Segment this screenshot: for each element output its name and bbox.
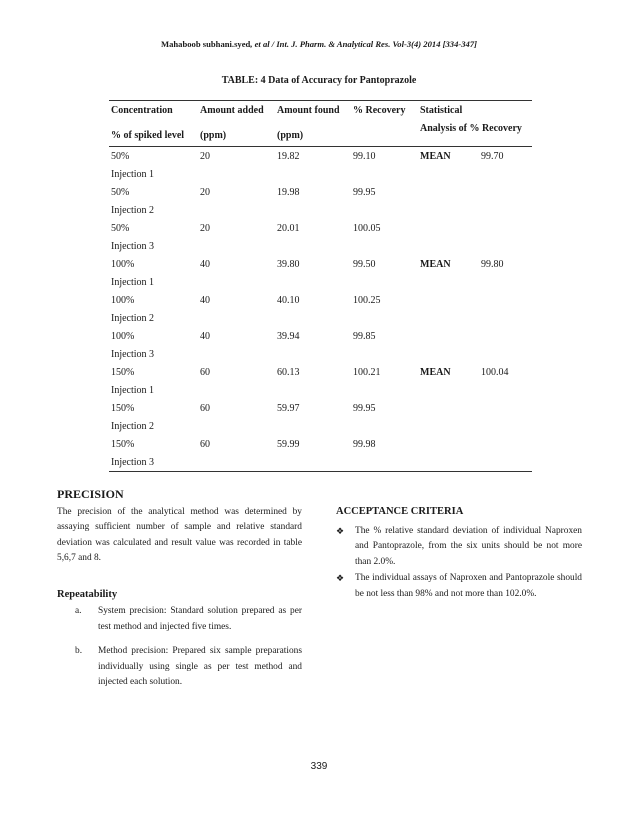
diamond-bullet-icon: ❖ <box>336 525 345 536</box>
cell-stat-label: MEAN <box>420 259 451 270</box>
cell-found: 39.80 <box>277 259 300 270</box>
list-marker: b. <box>75 646 83 656</box>
list-item <box>57 644 302 691</box>
cell-recovery: 99.98 <box>353 439 376 450</box>
table-row <box>109 219 532 255</box>
table-row <box>109 291 532 327</box>
cell-injection: Injection 1 <box>111 385 155 396</box>
header-journal: , et al / Int. J. Pharm. & Analytical Res. Vol-3(4) 2014 [334-347] <box>250 39 478 49</box>
diamond-bullet-icon: ❖ <box>336 573 345 583</box>
cell-injection: Injection 3 <box>111 457 155 468</box>
header-spiked-level: % of spiked level <box>111 130 185 141</box>
cell-added: 40 <box>200 331 210 342</box>
cell-level: 150% <box>111 439 135 450</box>
cell-recovery: 99.95 <box>353 187 376 198</box>
cell-injection: Injection 3 <box>111 241 155 252</box>
table-row <box>109 435 532 471</box>
list-item <box>336 524 582 571</box>
running-header <box>0 39 638 49</box>
cell-mean: 99.70 <box>481 151 504 162</box>
cell-level: 50% <box>111 151 130 162</box>
cell-recovery: 100.25 <box>353 295 381 306</box>
cell-added: 20 <box>200 187 210 198</box>
table-row <box>109 363 532 399</box>
cell-found: 19.98 <box>277 187 300 198</box>
cell-recovery: 99.50 <box>353 259 376 270</box>
header-author: Mahaboob subhani.syed <box>160 39 251 49</box>
cell-found: 59.99 <box>277 439 300 450</box>
list-text: The % relative standard deviation of individual Naproxen and Pantoprazole, from the six units should be not more than 2.0%. <box>355 525 582 567</box>
cell-injection: Injection 2 <box>111 421 155 432</box>
repeatability-heading: Repeatability <box>57 588 118 600</box>
cell-injection: Injection 1 <box>111 169 155 180</box>
cell-found: 40.10 <box>277 295 300 306</box>
cell-found: 59.97 <box>277 403 300 414</box>
right-column <box>336 504 582 603</box>
header-amount-added-unit: (ppm) <box>200 130 227 141</box>
acceptance-heading: ACCEPTANCE CRITERIA <box>336 506 464 517</box>
cell-stat-label: MEAN <box>420 151 451 162</box>
cell-added: 40 <box>200 259 210 270</box>
header-statistical: Statistical <box>420 105 463 116</box>
cell-level: 150% <box>111 403 135 414</box>
list-text: The individual assays of Naproxen and Pantoprazole should be not less than 98% and not more than 102.0%. <box>355 573 582 599</box>
cell-found: 39.94 <box>277 331 300 342</box>
cell-recovery: 99.10 <box>353 151 376 162</box>
list-item <box>57 604 302 635</box>
list-item <box>336 571 582 602</box>
cell-added: 60 <box>200 439 210 450</box>
header-amount-found-unit: (ppm) <box>277 130 304 141</box>
cell-recovery: 100.21 <box>353 367 381 378</box>
header-amount-found: Amount found <box>277 105 340 116</box>
cell-level: 50% <box>111 187 130 198</box>
cell-found: 20.01 <box>277 223 300 234</box>
table-header <box>109 101 532 147</box>
cell-level: 100% <box>111 259 135 270</box>
cell-added: 40 <box>200 295 210 306</box>
cell-found: 19.82 <box>277 151 300 162</box>
table-row <box>109 399 532 435</box>
cell-recovery: 99.95 <box>353 403 376 414</box>
list-text: Method precision: Prepared six sample preparations individually using single as per test method and injected each solution. <box>98 646 302 687</box>
list-text: System precision: Standard solution prepared as per test method and injected five times. <box>98 606 302 632</box>
cell-added: 60 <box>200 403 210 414</box>
precision-heading: PRECISION <box>57 487 124 501</box>
header-amount-added: Amount added <box>200 105 264 116</box>
header-analysis: Analysis of % Recovery <box>420 123 522 134</box>
cell-level: 150% <box>111 367 135 378</box>
cell-added: 60 <box>200 367 210 378</box>
header-recovery: % Recovery <box>353 105 406 116</box>
table-title: TABLE: 4 Data of Accuracy for Pantoprazole <box>221 75 417 86</box>
cell-recovery: 100.05 <box>353 223 381 234</box>
cell-level: 100% <box>111 295 135 306</box>
precision-paragraph: The precision of the analytical method was determined by assaying sufficient number of sample and relative standard deviation was calculated and result value was recorded in table 5,6,7 and 8. <box>57 506 302 563</box>
cell-level: 50% <box>111 223 130 234</box>
cell-found: 60.13 <box>277 367 300 378</box>
table-row <box>109 255 532 291</box>
list-marker: a. <box>75 606 82 616</box>
table-row <box>109 183 532 219</box>
cell-mean: 99.80 <box>481 259 504 270</box>
cell-recovery: 99.85 <box>353 331 376 342</box>
table-row <box>109 327 532 363</box>
cell-injection: Injection 2 <box>111 205 155 216</box>
cell-injection: Injection 2 <box>111 313 155 324</box>
left-column <box>57 487 302 700</box>
cell-stat-label: MEAN <box>420 367 451 378</box>
cell-injection: Injection 1 <box>111 277 155 288</box>
header-concentration: Concentration <box>111 105 173 116</box>
cell-level: 100% <box>111 331 135 342</box>
accuracy-table <box>109 100 532 472</box>
cell-added: 20 <box>200 151 210 162</box>
table-row <box>109 147 532 183</box>
cell-added: 20 <box>200 223 210 234</box>
page-number: 339 <box>310 761 328 772</box>
cell-injection: Injection 3 <box>111 349 155 360</box>
cell-mean: 100.04 <box>481 367 509 378</box>
